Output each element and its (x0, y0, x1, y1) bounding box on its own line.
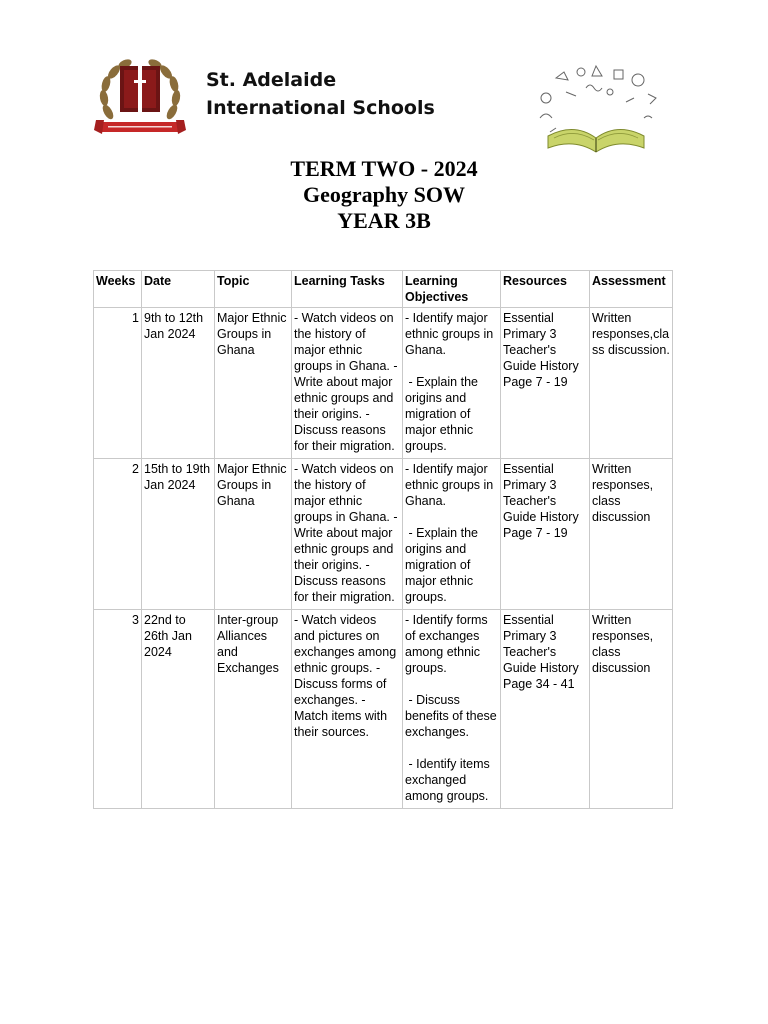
header-assessment: Assessment (590, 271, 673, 308)
document-header (94, 54, 674, 154)
table-row (94, 459, 673, 610)
cell-objectives: - Identify major ethnic groups in Ghana. - Explain the origins and migration of major ethnic groups. (403, 308, 501, 459)
cell-tasks: - Watch videos on the history of major ethnic groups in Ghana. - Write about major ethnic groups and their origins. - Discuss reasons for their migration. (292, 459, 403, 610)
school-name-line2: International Schools (206, 97, 435, 119)
title-subject: Geography SOW (303, 182, 465, 207)
cell-resources: Essential Primary 3 Teacher's Guide History Page 34 - 41 (501, 610, 590, 809)
title-class: YEAR 3B (337, 208, 431, 233)
cell-assessment: Written responses, class discussion (590, 610, 673, 809)
cell-week: 2 (94, 459, 142, 610)
cell-date: 22nd to 26th Jan 2024 (142, 610, 215, 809)
cell-date: 15th to 19th Jan 2024 (142, 459, 215, 610)
header-resources: Resources (501, 271, 590, 308)
cell-assessment: Written responses,class discussion. (590, 308, 673, 459)
cell-topic: Major Ethnic Groups in Ghana (215, 308, 292, 459)
cell-tasks: - Watch videos on the history of major ethnic groups in Ghana. - Write about major ethnic groups and their origins. - Discuss reasons for their migration. (292, 308, 403, 459)
school-name (206, 66, 435, 122)
cell-assessment: Written responses, class discussion (590, 459, 673, 610)
cell-date: 9th to 12th Jan 2024 (142, 308, 215, 459)
cell-week: 3 (94, 610, 142, 809)
cell-objectives: - Identify major ethnic groups in Ghana. - Explain the origins and migration of major ethnic groups. (403, 459, 501, 610)
cell-tasks: - Watch videos and pictures on exchanges among ethnic groups. - Discuss forms of exchanges. - Match items with their sources. (292, 610, 403, 809)
scheme-of-work-table (93, 270, 673, 809)
cell-topic: Major Ethnic Groups in Ghana (215, 459, 292, 610)
school-name-line1: St. Adelaide (206, 69, 337, 91)
table-row (94, 610, 673, 809)
open-book-doodle-icon (526, 58, 666, 154)
header-learning-tasks: Learning Tasks (292, 271, 403, 308)
header-date: Date (142, 271, 215, 308)
cell-week: 1 (94, 308, 142, 459)
document-title (0, 156, 768, 234)
title-term: TERM TWO - 2024 (290, 156, 478, 181)
table-header-row (94, 271, 673, 308)
table-row (94, 308, 673, 459)
cell-topic: Inter-group Alliances and Exchanges (215, 610, 292, 809)
cell-resources: Essential Primary 3 Teacher's Guide History Page 7 - 19 (501, 459, 590, 610)
cell-resources: Essential Primary 3 Teacher's Guide History Page 7 - 19 (501, 308, 590, 459)
school-crest-logo (94, 54, 186, 140)
header-topic: Topic (215, 271, 292, 308)
header-weeks: Weeks (94, 271, 142, 308)
header-learning-objectives: Learning Objectives (403, 271, 501, 308)
cell-objectives: - Identify forms of exchanges among ethnic groups. - Discuss benefits of these exchanges. - Identify items exchanged among groups. (403, 610, 501, 809)
